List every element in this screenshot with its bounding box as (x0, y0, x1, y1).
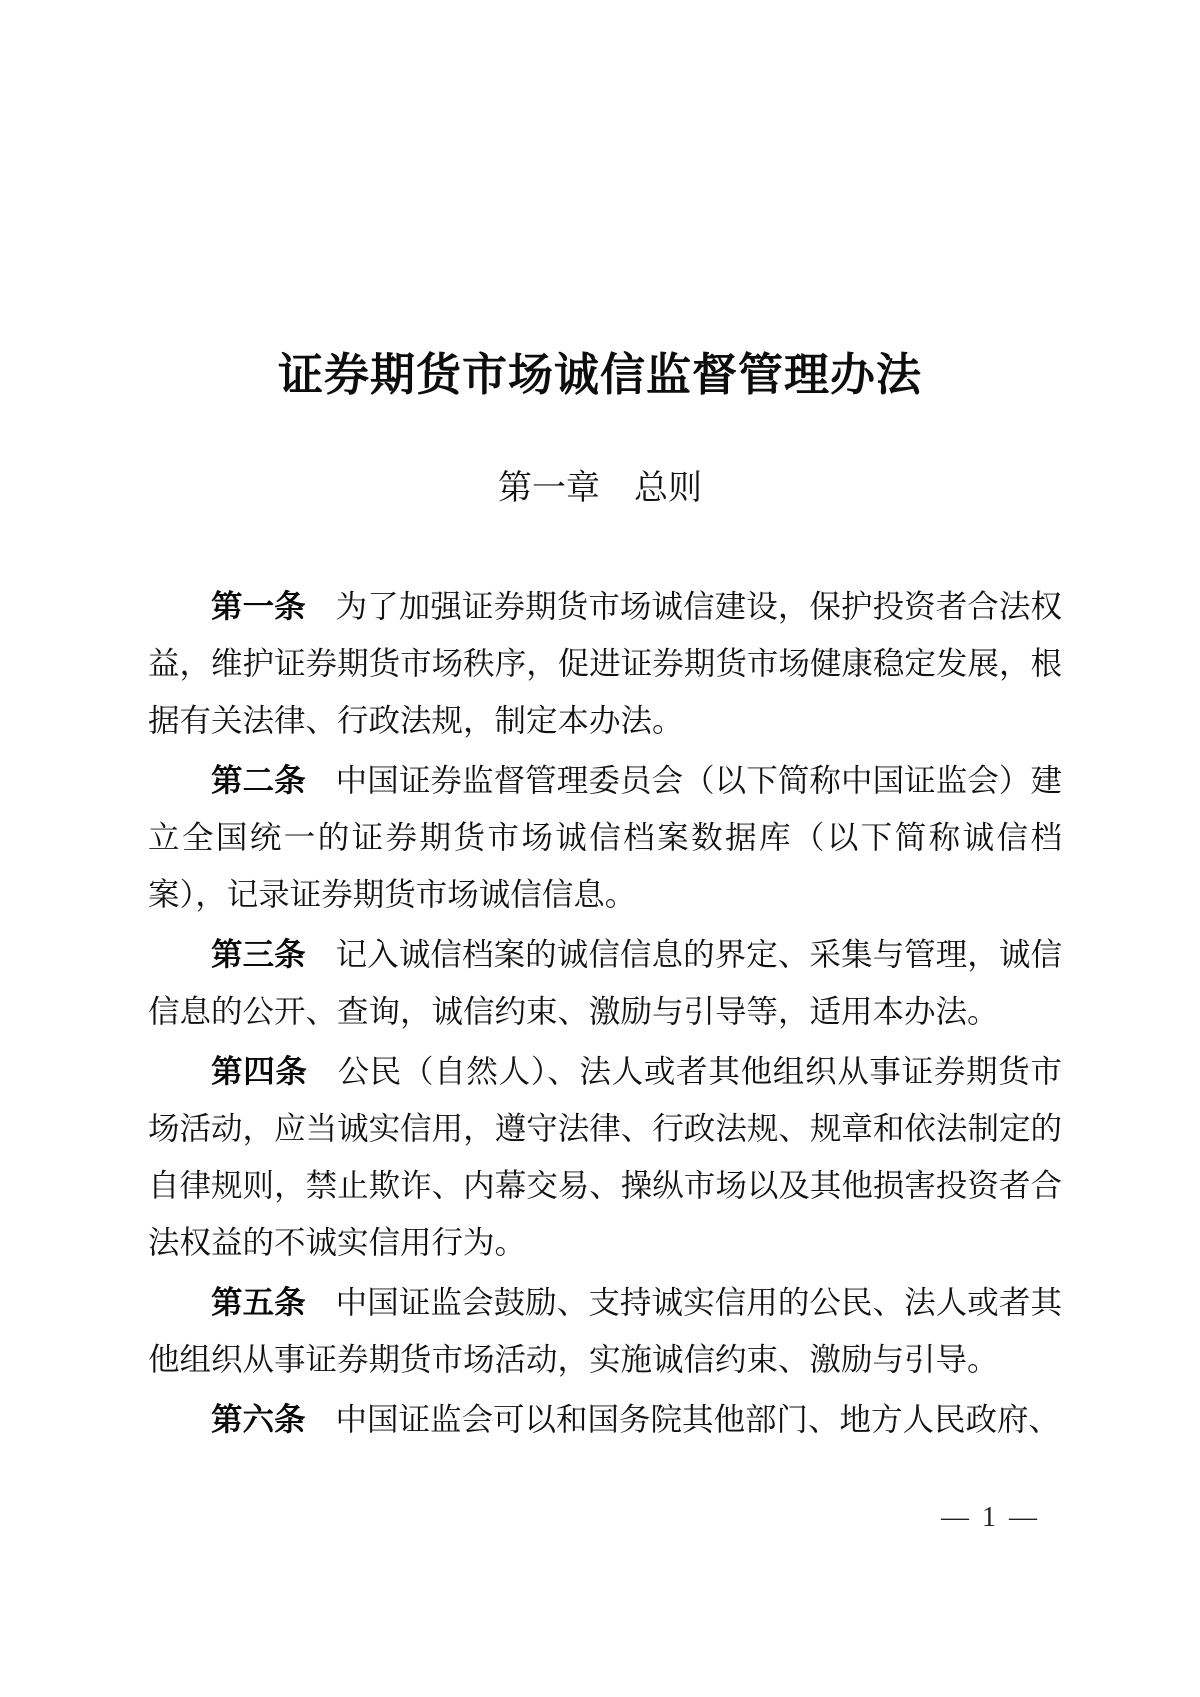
article-paragraph (148, 926, 1062, 1040)
page-number: — 1 — (941, 1502, 1040, 1533)
article-number: 第三条 (211, 936, 306, 972)
article-number: 第六条 (211, 1401, 306, 1437)
article-paragraph (148, 578, 1062, 749)
article-text: 记入诚信档案的诚信信息的界定、采集与管理，诚信信息的公开、查询，诚信约束、激励与引导等，适用本办法。 (148, 937, 1062, 1029)
document-title: 证券期货市场诚信监督管理办法 (277, 350, 922, 400)
article-number: 第四条 (211, 1053, 308, 1089)
article-paragraph (148, 752, 1062, 923)
article-number: 第一条 (211, 588, 306, 624)
article-paragraph (148, 1043, 1062, 1271)
article-paragraph (148, 1391, 1062, 1448)
article-text: 中国证监会鼓励、支持诚实信用的公民、法人或者其他组织从事证券期货市场活动，实施诚信约束、激励与引导。 (148, 1285, 1062, 1377)
article-number: 第二条 (211, 762, 306, 798)
article-paragraph (148, 1274, 1062, 1388)
chapter-heading: 第一章 总则 (498, 470, 702, 507)
article-text: 公民（自然人）、法人或者其他组织从事证券期货市场活动，应当诚实信用，遵守法律、行政法规、规章和依法制定的自律规则，禁止欺诈、内幕交易、操纵市场以及其他损害投资者合法权益的不诚实信用行为。 (148, 1054, 1062, 1260)
article-number: 第五条 (211, 1284, 306, 1320)
article-text: 中国证监会可以和国务院其他部门、地方人民政府、 (335, 1402, 1060, 1437)
article-text: 中国证券监督管理委员会（以下简称中国证监会）建立全国统一的证券期货市场诚信档案数据库（以下简称诚信档案），记录证券期货市场诚信信息。 (148, 763, 1062, 912)
article-text: 为了加强证券期货市场诚信建设，保护投资者合法权益，维护证券期货市场秩序，促进证券期货市场健康稳定发展，根据有关法律、行政法规，制定本办法。 (148, 589, 1062, 738)
document-body (148, 578, 1062, 1451)
